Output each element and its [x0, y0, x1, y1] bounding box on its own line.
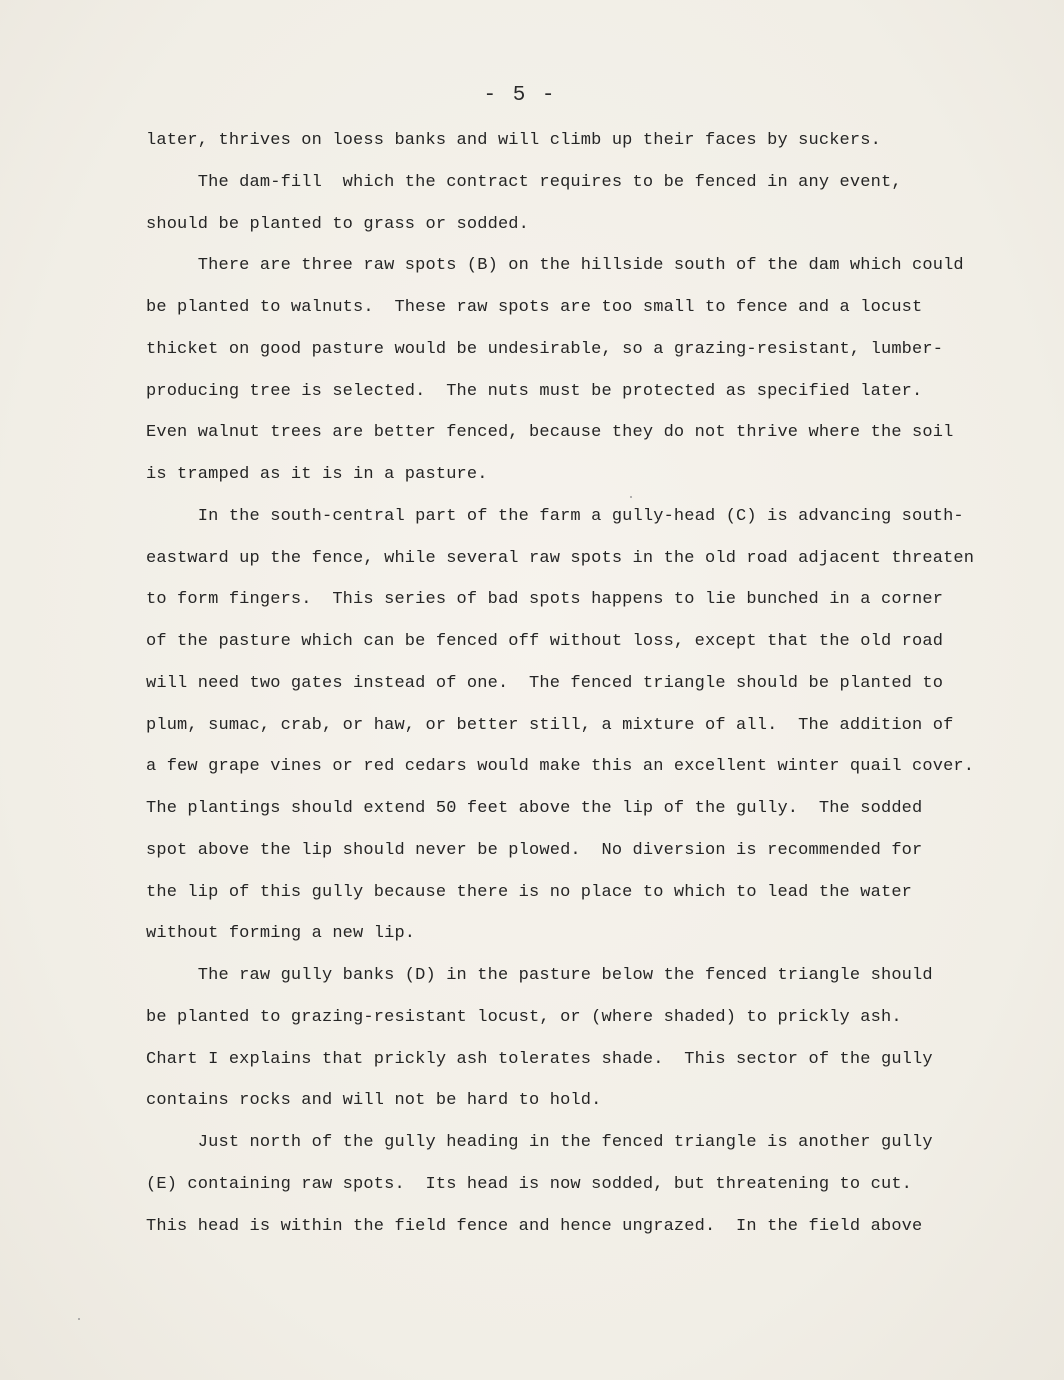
paper-speck — [630, 496, 632, 498]
body-text — [146, 126, 1006, 1253]
text-line: a few grape vines or red cedars would make this an excellent winter quail cover. — [146, 757, 975, 777]
text-line: spot above the lip should never be plowed. No diversion is recommended for — [146, 840, 923, 860]
text-line: plum, sumac, crab, or haw, or better still, a mixture of all. The addition of — [146, 715, 954, 735]
text-line: producing tree is selected. The nuts must be protected as specified later. — [146, 381, 923, 401]
text-line: The raw gully banks (D) in the pasture below the fenced triangle should — [146, 966, 933, 985]
text-line: Just north of the gully heading in the fenced triangle is another gully — [146, 1133, 933, 1152]
text-line: This head is within the field fence and hence ungrazed. In the field above — [146, 1216, 923, 1236]
text-line: thicket on good pasture would be undesirable, so a grazing-resistant, lumber- — [146, 339, 944, 359]
text-line: In the south-central part of the farm a gully-head (C) is advancing south- — [146, 506, 964, 526]
text-line: The plantings should extend 50 feet above the lip of the gully. The sodded — [146, 799, 923, 818]
text-line: be planted to grazing-resistant locust, or (where shaded) to prickly ash. — [146, 1007, 902, 1027]
text-line: without forming a new lip. — [146, 924, 416, 944]
text-line: There are three raw spots (B) on the hillside south of the dam which could — [146, 256, 964, 276]
text-line: eastward up the fence, while several raw spots in the old road adjacent threaten — [146, 548, 975, 568]
text-line: be planted to walnuts. These raw spots are too small to fence and a locust — [146, 298, 923, 317]
text-line: the lip of this gully because there is no place to which to lead the water — [146, 882, 913, 902]
text-line: will need two gates instead of one. The fenced triangle should be planted to — [146, 673, 944, 693]
text-line: Even walnut trees are better fenced, because they do not thrive where the soil — [146, 423, 954, 443]
page-number: - 5 - — [483, 84, 557, 107]
text-line: Chart I explains that prickly ash tolerates shade. This sector of the gully — [146, 1049, 933, 1069]
text-line: The dam-fill which the contract requires to be fenced in any event, — [146, 172, 902, 192]
text-line: of the pasture which can be fenced off without loss, except that the old road — [146, 632, 944, 651]
text-line: is tramped as it is in a pasture. — [146, 465, 488, 484]
text-line: to form fingers. This series of bad spots happens to lie bunched in a corner — [146, 590, 944, 610]
text-line: should be planted to grass or sodded. — [146, 214, 530, 234]
text-line: later, thrives on loess banks and will climb up their faces by suckers. — [146, 131, 881, 150]
text-line: contains rocks and will not be hard to hold. — [146, 1091, 602, 1111]
text-line: (E) containing raw spots. Its head is now sodded, but threatening to cut. — [146, 1174, 913, 1194]
paper-speck — [78, 1318, 80, 1320]
